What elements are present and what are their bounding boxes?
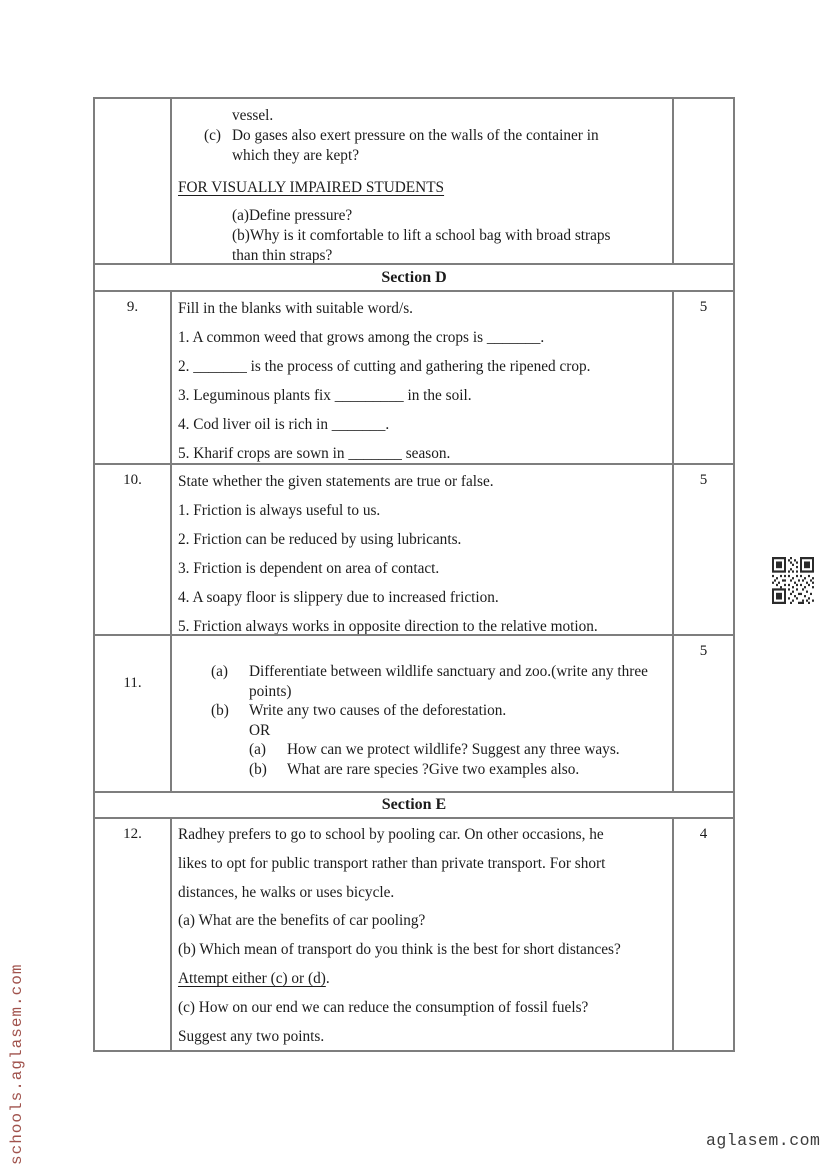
question-number-cell: [95, 99, 172, 263]
attempt-instruction: Attempt either (c) or (d): [178, 969, 326, 987]
question-11-row: [95, 636, 733, 793]
question-line: What are rare species ?Give two examples also.: [287, 760, 580, 778]
or-separator: OR: [249, 721, 271, 739]
list-marker: (c): [204, 127, 221, 144]
question-text-cell: [172, 99, 672, 263]
question-sub-item: [178, 740, 668, 760]
question-sub-item: [178, 126, 668, 166]
question-line: Write any two causes of the deforestation.: [249, 702, 507, 719]
question-line: (b) Which mean of transport do you think is the best for short distances?: [178, 941, 621, 959]
question-line: likes to opt for public transport rather than private transport. For short: [178, 854, 606, 872]
question-table: [93, 97, 735, 1052]
attempt-instruction-line: [178, 965, 668, 994]
question-line: 2. _______ is the process of cutting and gathering the ripened crop.: [178, 358, 591, 375]
question-line: Suggest any two points.: [178, 1027, 325, 1045]
section-e-header: [95, 793, 733, 819]
question-line: (a)Define pressure?: [232, 207, 353, 224]
attempt-instruction-period: .: [325, 969, 330, 987]
visually-impaired-heading: FOR VISUALLY IMPAIRED STUDENTS: [178, 179, 445, 196]
question-line: 5. Friction always works in opposite direction to the relative motion.: [178, 618, 598, 634]
question-9-row: [95, 292, 733, 465]
question-line: Do gases also exert pressure on the walls of the container in: [232, 127, 599, 144]
question-line: Differentiate between wildlife sanctuary and zoo.(write any three: [249, 663, 648, 680]
question-line: points): [249, 682, 292, 700]
question-text-cell: [172, 636, 672, 791]
question-line: How can we protect wildlife? Suggest any three ways.: [287, 741, 620, 758]
marks-value: 5: [672, 292, 733, 463]
question-line: distances, he walks or uses bicycle.: [178, 883, 395, 901]
list-marker: (a): [211, 663, 228, 680]
question-line: (a) What are the benefits of car pooling?: [178, 912, 426, 930]
section-title: Section E: [381, 796, 447, 813]
question-line: (b)Why is it comfortable to lift a school bag with broad straps: [232, 227, 611, 244]
question-line: which they are kept?: [232, 147, 359, 164]
spacer: [178, 198, 668, 206]
list-marker: (b): [211, 702, 229, 719]
question-sub-item: [178, 662, 668, 701]
question-line: 3. Friction is dependent on area of contact.: [178, 560, 440, 577]
question-line: vessel.: [232, 107, 274, 124]
list-marker: (a): [249, 741, 266, 758]
section-d-header: [95, 265, 733, 292]
question-number: 9.: [95, 292, 172, 463]
question-number: 10.: [95, 465, 172, 634]
marks-value: 5: [672, 636, 733, 791]
question-line: 3. Leguminous plants fix _________ in the soil.: [178, 387, 472, 404]
question-number: 11.: [95, 636, 172, 791]
question-text-cell: [172, 819, 672, 1050]
qr-code: [772, 557, 814, 604]
question-line: Radhey prefers to go to school by pooling car. On other occasions, he: [178, 826, 604, 843]
question-sub-item: [178, 760, 668, 780]
question-line: 1. A common weed that grows among the crops is _______.: [178, 329, 545, 346]
question-line: 1. Friction is always useful to us.: [178, 502, 381, 519]
question-12-row: [95, 819, 733, 1050]
question-line: than thin straps?: [232, 247, 333, 263]
marks-cell: [672, 99, 733, 263]
question-text-cell: [172, 292, 672, 463]
question-line: 4. A soapy floor is slippery due to increased friction.: [178, 589, 499, 606]
section-title: Section D: [381, 268, 447, 286]
watermark-aglasem: aglasem.com: [706, 1131, 821, 1150]
question-line: State whether the given statements are true or false.: [178, 473, 494, 490]
question-8-continuation-row: [95, 99, 733, 265]
list-marker: (b): [249, 760, 267, 778]
question-line: 2. Friction can be reduced by using lubricants.: [178, 531, 462, 548]
question-line-group: [232, 126, 599, 166]
question-line: 5. Kharif crops are sown in _______ season.: [178, 445, 451, 462]
marks-value: 5: [672, 465, 733, 634]
watermark-schools-aglasem: schools.aglasem.com: [8, 963, 26, 1165]
question-line: (c) How on our end we can reduce the consumption of fossil fuels?: [178, 998, 589, 1016]
question-line: 4. Cod liver oil is rich in _______.: [178, 416, 390, 433]
question-line-group: [249, 662, 648, 701]
question-line: Fill in the blanks with suitable word/s.: [178, 300, 413, 317]
spacer: [178, 166, 668, 178]
question-text-cell: [172, 465, 672, 634]
question-number: 12.: [95, 819, 172, 1050]
question-sub-item: [178, 701, 668, 721]
question-10-row: [95, 465, 733, 636]
marks-value: 4: [672, 819, 733, 1050]
